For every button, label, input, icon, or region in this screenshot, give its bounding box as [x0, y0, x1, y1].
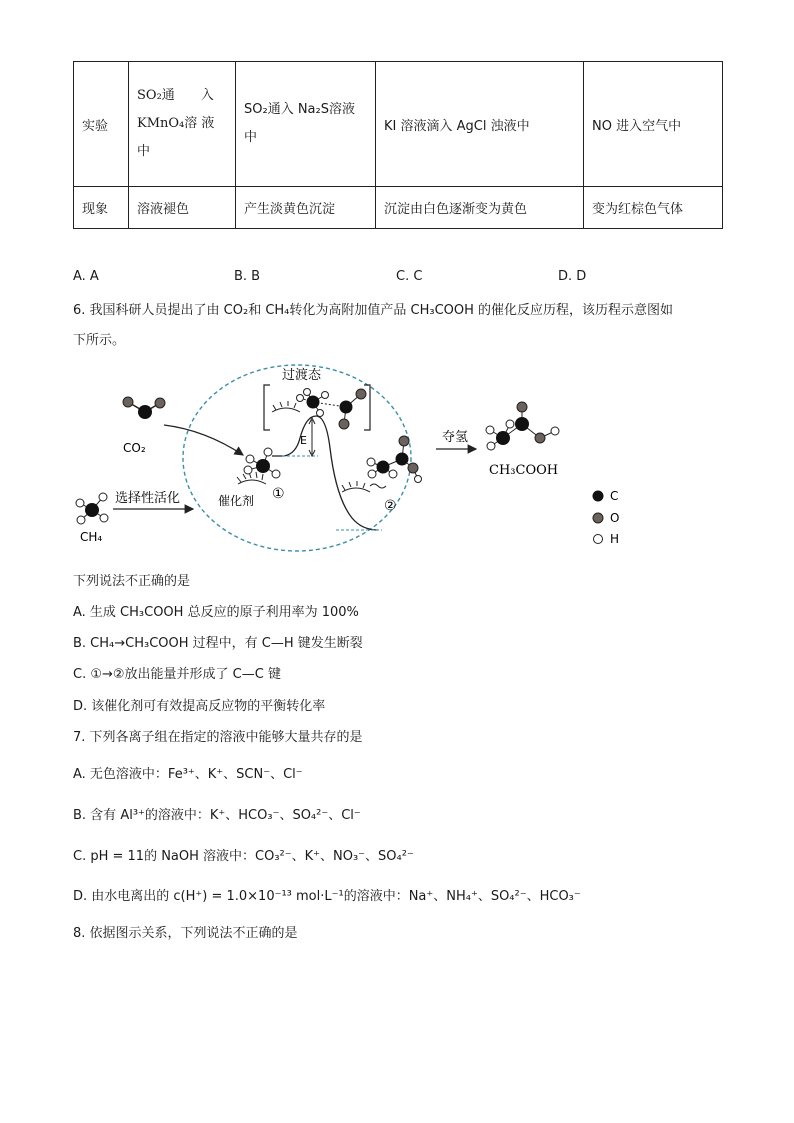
reaction-diagram [0, 358, 794, 568]
legend-swatch-o [593, 513, 603, 523]
step2-label: ② [384, 498, 397, 514]
energy-curve [272, 416, 378, 530]
ch4-molecule [76, 493, 108, 524]
q5-option-c[interactable]: C. C [396, 269, 423, 284]
experiment-table [73, 61, 723, 229]
co2-arrow [164, 425, 243, 455]
q7-option-a[interactable]: A. 无色溶液中：Fe³⁺、K⁺、SCN⁻、Cl⁻ [73, 767, 303, 782]
cell-exp-b-line: 中 [244, 130, 258, 145]
cell-obs-b: 产生淡黄色沉淀 [236, 187, 376, 229]
q6-option-d[interactable]: D. 该催化剂可有效提高反应物的平衡转化率 [73, 699, 326, 714]
cell-exp-a-line: SO₂通 入 [137, 88, 214, 103]
product-label: CH₃COOH [489, 463, 559, 478]
table-row [74, 62, 723, 187]
ch4-label: CH₄ [80, 530, 103, 544]
step1-label: ① [272, 486, 285, 502]
cell-exp-a [129, 62, 236, 187]
q6-option-a[interactable]: A. 生成 CH₃COOH 总反应的原子利用率为 100% [73, 605, 359, 620]
row-header-observation: 现象 [74, 187, 129, 229]
q7-stem: 7. 下列各离子组在指定的溶液中能够大量共存的是 [73, 730, 363, 745]
q6-stem-line1: 6. 我国科研人员提出了由 CO₂和 CH₄转化为高附加值产品 CH₃COOH 的催化反应历程，该历程示意图如 [73, 303, 674, 318]
q6-prompt: 下列说法不正确的是 [73, 574, 191, 589]
co2-molecule [123, 397, 165, 419]
cell-exp-d: NO 进入空气中 [584, 62, 723, 187]
cell-exp-c: KI 溶液滴入 AgCl 浊液中 [376, 62, 584, 187]
q7-option-b[interactable]: B. 含有 Al³⁺的溶液中：K⁺、HCO₃⁻、SO₄²⁻、Cl⁻ [73, 808, 361, 823]
co2-label: CO₂ [123, 441, 146, 455]
legend-swatch-h [594, 535, 603, 544]
activation-label: 选择性活化 [115, 491, 181, 506]
q8-stem: 8. 依据图示关系，下列说法不正确的是 [73, 926, 298, 941]
cell-exp-a-line: KMnO₄溶 液 [137, 116, 215, 131]
adsorbed-intermediate [237, 448, 280, 484]
table-row [74, 187, 723, 229]
reaction-zone-ellipse [183, 365, 411, 551]
q6-option-b[interactable]: B. CH₄→CH₃COOH 过程中，有 C—H 键发生断裂 [73, 636, 363, 651]
transition-complex [272, 389, 366, 430]
q6-option-c[interactable]: C. ①→②放出能量并形成了 C—C 键 [73, 667, 281, 682]
transition-label: 过渡态 [282, 368, 322, 383]
q5-option-b[interactable]: B. B [234, 269, 261, 284]
row-header-experiment: 实验 [74, 62, 129, 187]
q5-option-d[interactable]: D. D [558, 269, 587, 284]
cell-exp-b [236, 62, 376, 187]
dehydro-label: 夺氢 [442, 430, 469, 445]
cell-obs-c: 沉淀由白色逐渐变为黄色 [376, 187, 584, 229]
cell-obs-d: 变为红棕色气体 [584, 187, 723, 229]
legend-label-o: O [610, 511, 620, 525]
catalyst-label: 催化剂 [218, 494, 255, 508]
cell-exp-a-line: 中 [137, 144, 151, 159]
legend [593, 489, 619, 546]
legend-label-h: H [610, 532, 620, 546]
acetic-acid-molecule [486, 402, 559, 450]
q6-stem-line2: 下所示。 [73, 333, 126, 348]
q5-option-a[interactable]: A. A [73, 269, 99, 284]
legend-label-c: C [610, 489, 619, 503]
transition-bracket-left [264, 385, 270, 430]
legend-swatch-c [593, 491, 603, 501]
cell-obs-a: 溶液褪色 [129, 187, 236, 229]
cell-exp-b-line: SO₂通入 Na₂S溶液 [244, 102, 355, 117]
q7-option-d[interactable]: D. 由水电离出的 c(H⁺) = 1.0×10⁻¹³ mol·L⁻¹的溶液中：Na⁺、NH₄⁺、SO₄²⁻、HCO₃⁻ [73, 889, 581, 904]
q7-option-c[interactable]: C. pH = 11的 NaOH 溶液中：CO₃²⁻、K⁺、NO₃⁻、SO₄²⁻ [73, 849, 414, 864]
energy-label: E [300, 434, 307, 447]
